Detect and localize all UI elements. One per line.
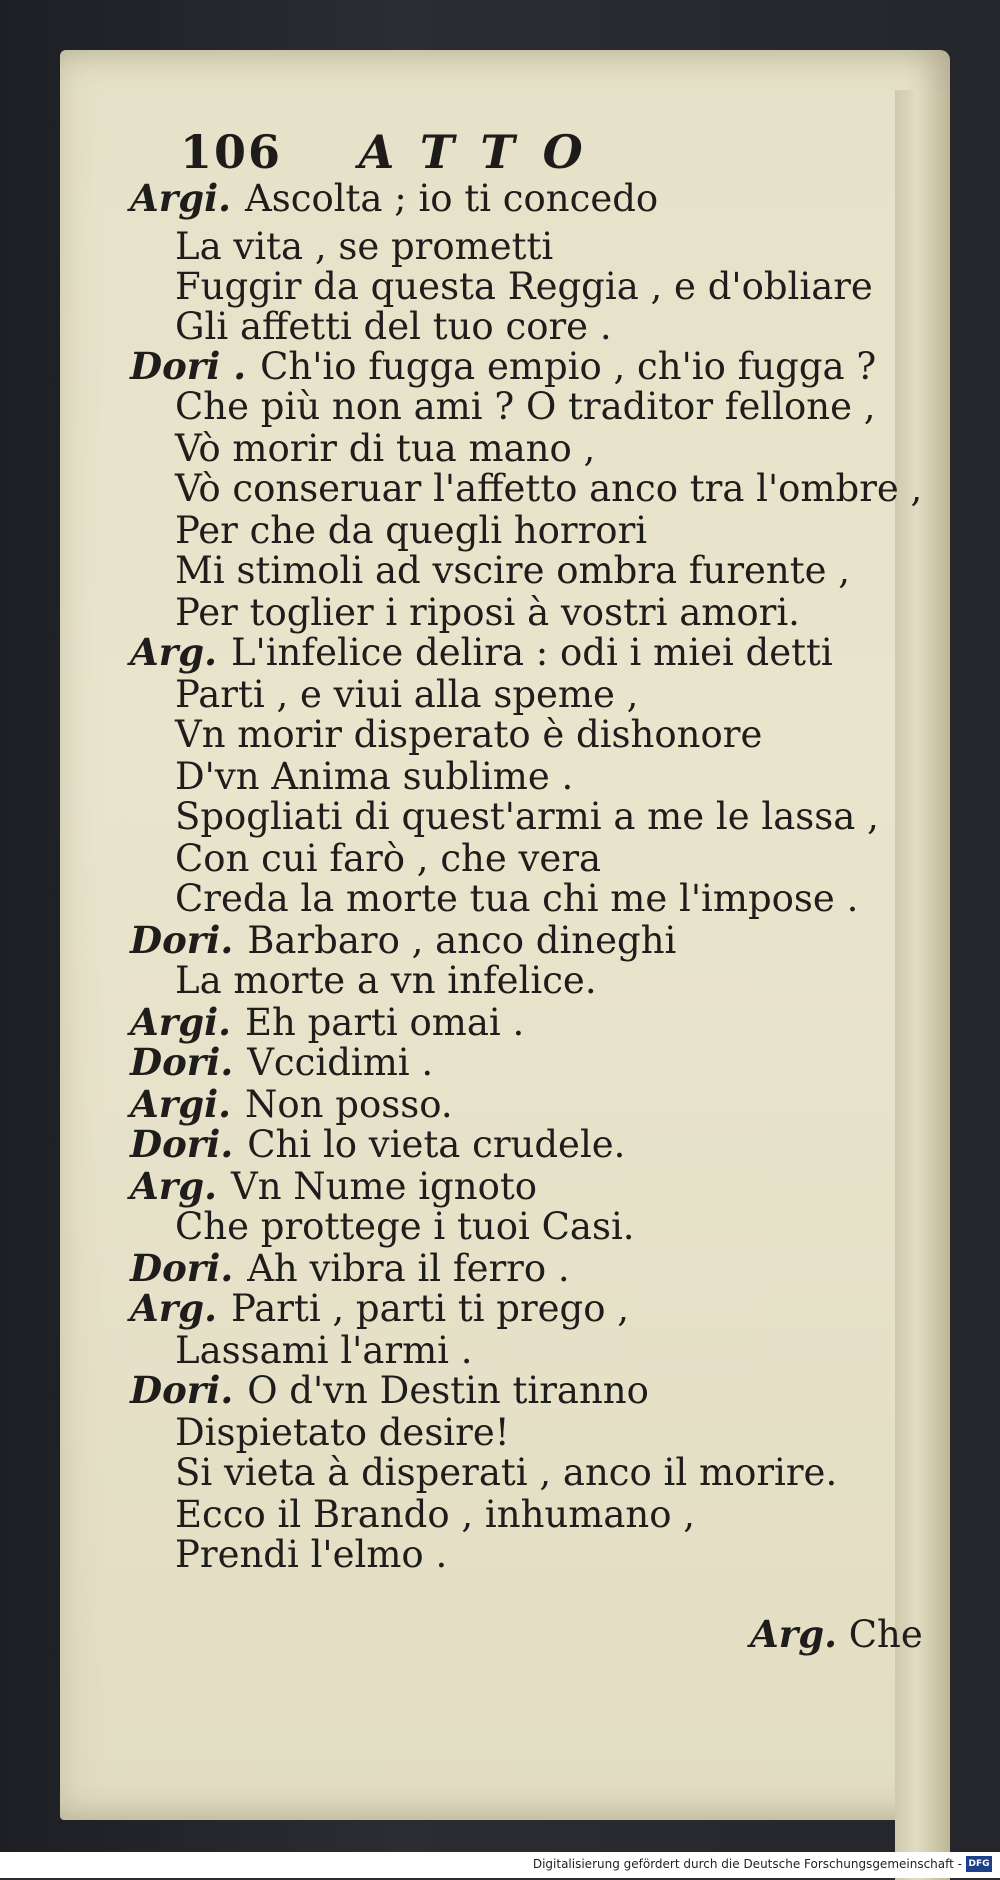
verse-line: [175, 509, 648, 552]
line-text: Per che da quegli horrori: [175, 509, 648, 552]
verse-line: [130, 1164, 537, 1208]
line-text: Eh parti omai .: [245, 1001, 525, 1044]
speaker-name: Argi.: [130, 1000, 232, 1044]
verse-line: [175, 549, 851, 592]
dfg-logo-icon: DFG: [966, 1856, 992, 1872]
footer-credit: Digitalisierung gefördert durch die Deutsche Forschungsgemeinschaft -: [532, 1857, 962, 1871]
line-text: Mi stimoli ad vscire ombra furente ,: [175, 549, 851, 592]
verse-line: [175, 713, 763, 756]
verse-line: [175, 427, 596, 470]
line-text: Parti , parti ti prego ,: [230, 1287, 630, 1330]
line-text: Ch'io fugga empio , ch'io fugga ?: [260, 345, 877, 388]
verse-line: [130, 1040, 434, 1084]
verse-line: [130, 344, 877, 388]
line-text: Chi lo vieta crudele.: [247, 1123, 626, 1166]
speaker-name: Argi.: [130, 1082, 232, 1126]
verse-line: [175, 225, 554, 268]
verse-line: [175, 877, 859, 920]
line-text: Barbaro , anco dineghi: [247, 919, 677, 962]
line-text: Vò morir di tua mano ,: [175, 427, 596, 470]
line-text: Vò conseruar l'affetto anco tra l'ombre ,: [175, 467, 923, 510]
line-text: Ascolta ; io ti concedo: [245, 177, 659, 220]
verse-line: [175, 1451, 838, 1494]
verse-line: [175, 1205, 635, 1248]
speaker-name: Dori .: [130, 344, 247, 388]
verse-line: [175, 959, 597, 1002]
line-text: Parti , e viui alla speme ,: [175, 673, 639, 716]
line-text: Ah vibra il ferro .: [247, 1247, 570, 1290]
verse-line: [175, 265, 873, 308]
verse-line: [175, 1329, 473, 1372]
speaker-name: Dori.: [130, 1122, 234, 1166]
speaker-name: Dori.: [130, 1368, 234, 1412]
speaker-name: Argi.: [130, 176, 232, 220]
line-text: Ecco il Brando , inhumano ,: [175, 1493, 696, 1536]
line-text: Non posso.: [245, 1083, 453, 1126]
running-title: ATTO: [358, 125, 611, 179]
line-text: Vn morir disperato è dishonore: [175, 713, 763, 756]
speaker-name: Arg.: [130, 1286, 217, 1330]
line-text: Fuggir da questa Reggia , e d'obliare: [175, 265, 873, 308]
line-text: Con cui farò , che vera: [175, 837, 602, 880]
speaker-name: Dori.: [130, 1040, 234, 1084]
line-text: Dispietato desire!: [175, 1411, 510, 1454]
speaker-name: Arg.: [130, 1164, 217, 1208]
line-text: D'vn Anima sublime .: [175, 755, 574, 798]
verse-line: [130, 1368, 649, 1412]
catchword: [750, 1612, 923, 1656]
verse-line: [130, 630, 833, 674]
line-text: La morte a vn infelice.: [175, 959, 597, 1002]
line-text: La vita , se prometti: [175, 225, 554, 268]
verse-line: [130, 1000, 525, 1044]
speaker-name: Dori.: [130, 1246, 234, 1290]
verse-line: [175, 1533, 448, 1576]
line-text: Si vieta à disperati , anco il morire.: [175, 1451, 838, 1494]
verse-line: [175, 591, 800, 634]
line-text: Lassami l'armi .: [175, 1329, 473, 1372]
line-text: L'infelice delira : odi i miei detti: [230, 631, 833, 674]
line-text: Vccidimi .: [247, 1041, 434, 1084]
verse-line: [130, 1122, 626, 1166]
line-text: O d'vn Destin tiranno: [247, 1369, 649, 1412]
speaker-name: Dori.: [130, 918, 234, 962]
verse-line: [175, 305, 612, 348]
verse-line: [175, 755, 574, 798]
line-text: Gli affetti del tuo core .: [175, 305, 612, 348]
catchword-text: Che: [848, 1613, 923, 1656]
running-header: [180, 125, 611, 179]
line-text: Vn Nume ignoto: [230, 1165, 537, 1208]
verse-line: [130, 1082, 453, 1126]
line-text: Creda la morte tua chi me l'impose .: [175, 877, 859, 920]
speaker-name: Arg.: [130, 630, 217, 674]
verse-line: [175, 795, 879, 838]
line-text: Spogliati di quest'armi a me le lassa ,: [175, 795, 879, 838]
line-text: Per toglier i riposi à vostri amori.: [175, 591, 800, 634]
verse-line: [130, 1286, 630, 1330]
verse-line: [175, 673, 639, 716]
line-text: Che più non ami ? O traditor fellone ,: [175, 385, 876, 428]
page-number: 106: [180, 125, 283, 179]
verse-line: [130, 1246, 570, 1290]
verse-line: [130, 176, 659, 220]
line-text: Che prottege i tuoi Casi.: [175, 1205, 635, 1248]
verse-line: [175, 837, 602, 880]
verse-line: [130, 918, 677, 962]
verse-line: [175, 467, 923, 510]
catchword-speaker: Arg.: [750, 1612, 837, 1656]
verse-line: [175, 1411, 510, 1454]
verse-line: [175, 385, 876, 428]
verse-line: [175, 1493, 696, 1536]
line-text: Prendi l'elmo .: [175, 1533, 448, 1576]
footer-bar: [0, 1852, 1000, 1878]
